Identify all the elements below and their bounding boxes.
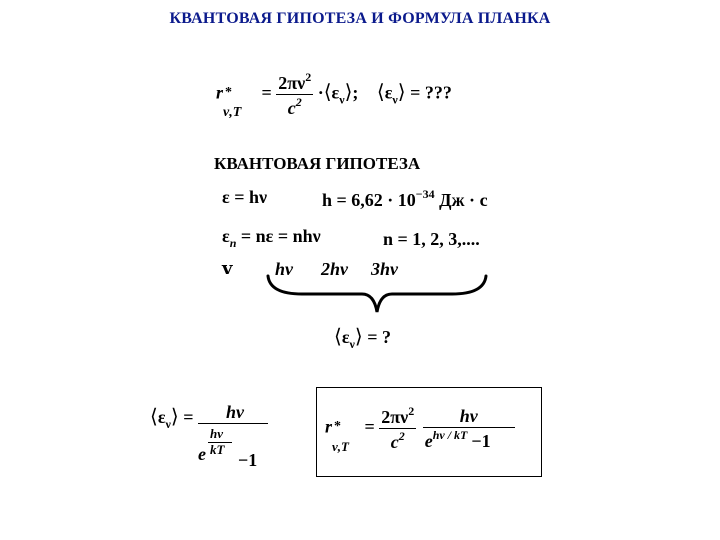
equals-sign: = — [183, 407, 194, 427]
exp-base-e: e — [424, 430, 433, 451]
equation-rayleigh-jeans-form — [216, 70, 452, 119]
epsilon-n-symbol: ε — [222, 226, 230, 246]
epsilon-n-subscript: n — [229, 236, 237, 250]
numerator-h-nu: hν — [225, 402, 244, 422]
subscript-nu-t: ν,T — [223, 104, 242, 120]
numerator-text: 2πν — [278, 73, 306, 93]
exponent-denominator: kT — [209, 442, 225, 457]
equation-planck-constant — [322, 187, 488, 211]
epsilon-symbol: ε — [157, 407, 166, 427]
equation-planck-formula — [325, 404, 515, 453]
right-angle: ⟩ — [344, 81, 353, 104]
numerator-exponent: 2 — [408, 404, 415, 418]
epsilon-symbol: ε — [341, 327, 350, 347]
denominator-c: c — [287, 98, 296, 118]
semicolon: ; — [352, 82, 359, 103]
minus-one: −1 — [237, 450, 258, 470]
exponent-numerator: hν — [209, 426, 223, 441]
fraction-planck — [423, 406, 515, 452]
planck-exponent: −34 — [415, 187, 435, 201]
epsilon-subscript: ν — [349, 337, 355, 351]
fraction-2pinu2-c2 — [379, 404, 416, 453]
equation-mean-energy-unknown — [334, 324, 391, 352]
equals-sign: = — [364, 416, 375, 437]
right-angle: ⟩ — [354, 326, 363, 348]
numerator-exponent: 2 — [305, 70, 312, 84]
r-symbol: r — [325, 416, 333, 437]
level-h-nu: hν — [275, 259, 293, 279]
r-symbol: r — [216, 82, 224, 103]
denominator-exponent: 2 — [398, 429, 405, 443]
left-angle: ⟨ — [334, 326, 342, 348]
epsilon-subscript-2: ν — [392, 92, 398, 107]
equation-energy-levels — [222, 226, 321, 251]
level-3h-nu: 3hν — [371, 259, 398, 279]
dot-operator: · — [317, 82, 324, 103]
level-mark: ⅴ — [222, 258, 233, 278]
epsilon-subscript: ν — [165, 417, 171, 431]
planck-unit: Дж · с — [439, 190, 488, 210]
left-angle: ⟨ — [323, 81, 332, 104]
right-angle-2: ⟩ — [397, 81, 406, 104]
star-symbol: * — [334, 418, 342, 434]
fraction-2pinu2-c2 — [276, 70, 313, 119]
n-values-text: n = 1, 2, 3,.... — [383, 229, 480, 249]
minus-one: −1 — [471, 430, 491, 451]
unknown-mean: = ? — [367, 327, 391, 347]
denominator-c: c — [390, 432, 399, 452]
denominator-exponent: 2 — [295, 95, 302, 109]
level-2h-nu: 2hν — [321, 259, 348, 279]
left-angle-2: ⟨ — [376, 81, 385, 104]
section-heading: КВАНТОВАЯ ГИПОТЕЗА — [214, 154, 421, 173]
epsilon-symbol-2: ε — [384, 82, 393, 103]
curly-brace-icon — [262, 272, 492, 322]
star-symbol: * — [225, 84, 233, 100]
exp-base-e: e — [197, 444, 206, 464]
page-title: КВАНТОВАЯ ГИПОТЕЗА И ФОРМУЛА ПЛАНКА — [169, 10, 551, 27]
unknown-value: = ??? — [410, 82, 452, 103]
equation-quantum-energy — [222, 187, 267, 208]
left-angle: ⟨ — [150, 406, 158, 428]
equation-mean-energy — [150, 404, 272, 470]
numerator-text: 2πν — [381, 407, 409, 427]
right-angle: ⟩ — [170, 406, 179, 428]
equation-n-values — [383, 229, 480, 250]
planck-constant-value: h = 6,62 · 10 — [322, 190, 416, 210]
energy-levels-text: = nε = nhν — [236, 226, 321, 246]
epsilon-subscript: ν — [339, 92, 345, 107]
numerator-h-nu: hν — [459, 405, 478, 426]
epsilon-symbol: ε — [331, 82, 340, 103]
subscript-nu-t: ν,T — [332, 438, 349, 454]
exponent-h-nu-kt: hν / kT — [432, 427, 468, 442]
energy-quantum-text: ε = hν — [222, 187, 267, 207]
fraction-mean-energy — [198, 402, 272, 470]
equals-sign: = — [261, 82, 272, 103]
